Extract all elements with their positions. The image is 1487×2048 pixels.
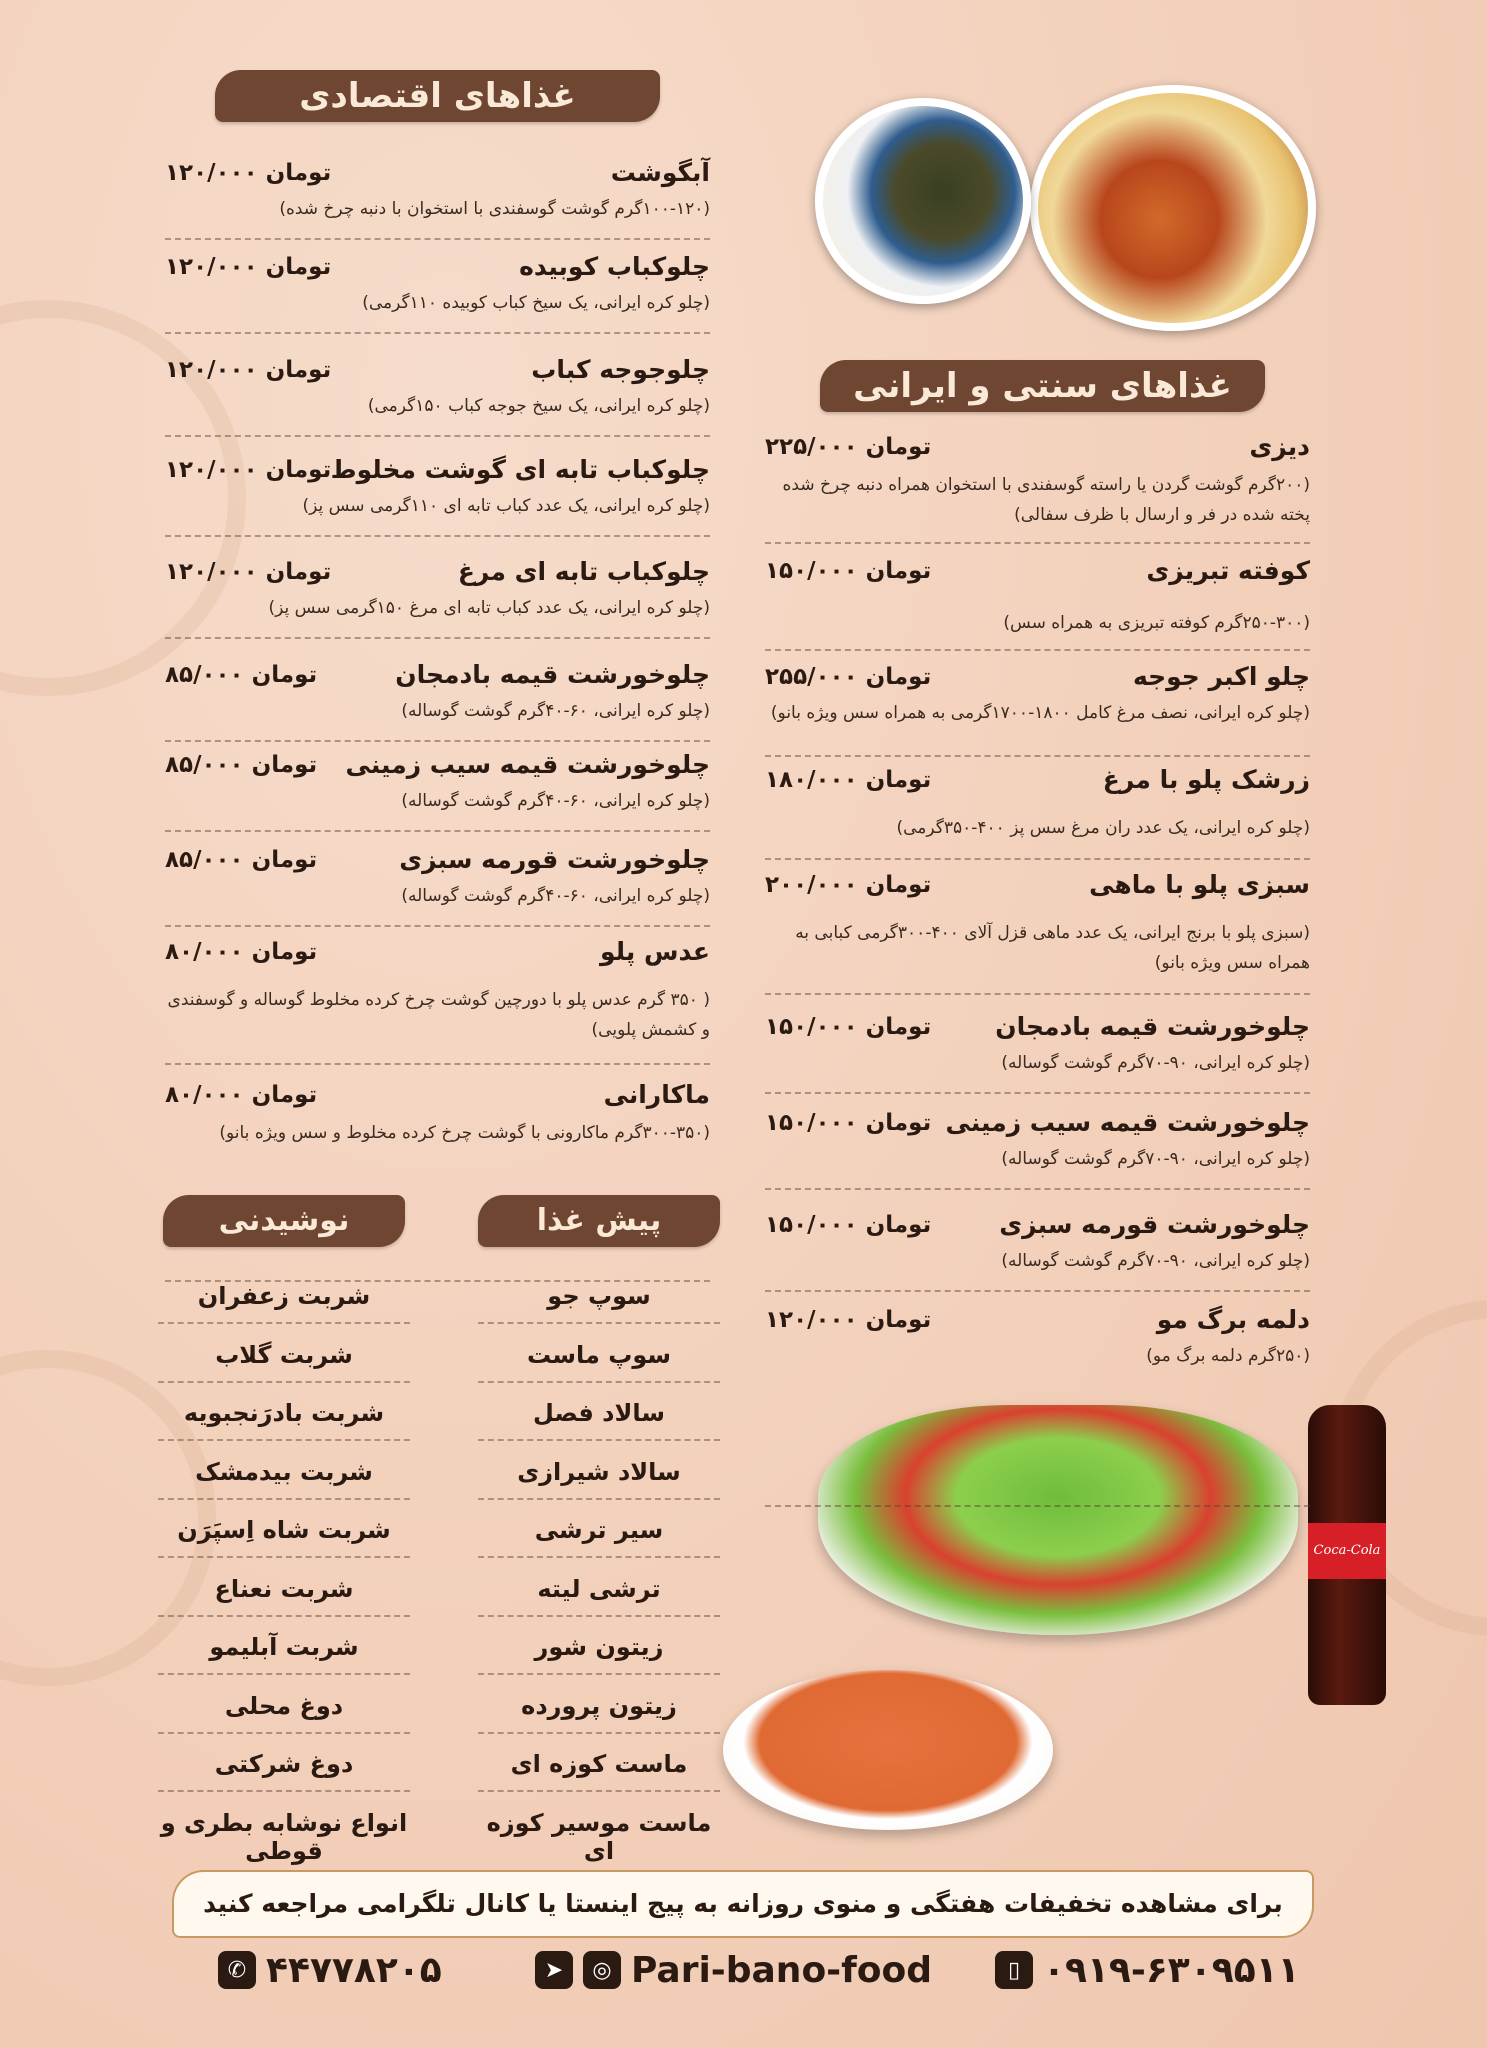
- item-label: شربت زعفران: [197, 1282, 371, 1310]
- traditional-item: [765, 662, 1310, 762]
- item-name: چلو اکبر جوجه: [1132, 662, 1310, 691]
- drinks-item: [158, 1692, 410, 1728]
- item-name: عدس پلو: [600, 937, 710, 966]
- economic-item: [165, 845, 710, 945]
- traditional-item: [765, 1305, 1310, 1405]
- item-label: زیتون پرورده: [521, 1691, 677, 1720]
- dashed-divider: [765, 542, 1310, 544]
- appetizers-item: [478, 1399, 720, 1435]
- traditional-item: [765, 765, 1310, 865]
- dashed-divider: [165, 238, 710, 240]
- item-price: ۲۵۵/۰۰۰ تومان: [765, 664, 932, 690]
- salad-bowl-photo: [818, 1405, 1298, 1635]
- drinks-item: [158, 1282, 410, 1318]
- social-handle: Pari-bano-food: [631, 1949, 933, 1991]
- drinks-item: [158, 1516, 410, 1552]
- economic-item: [165, 252, 710, 352]
- item-label: ماست موسیر کوزه ای: [486, 1808, 712, 1865]
- telegram-icon: ➤: [535, 1951, 573, 1989]
- item-name: چلوخورشت قیمه بادمجان: [995, 1012, 1310, 1041]
- item-description: ( ۳۵۰ گرم عدس پلو با دورچین گوشت چرخ کرده مخلوط گوساله و گوسفندی و کشمش پلویی): [167, 990, 710, 1040]
- item-label: شربت گلاب: [215, 1340, 353, 1369]
- dashed-divider: [478, 1556, 720, 1558]
- item-price: ۸۵/۰۰۰ تومان: [165, 847, 318, 873]
- dashed-divider: [165, 435, 710, 437]
- drinks-item: [158, 1808, 410, 1865]
- dashed-divider: [158, 1790, 410, 1792]
- item-name: چلوخورشت قیمه بادمجان: [395, 660, 710, 689]
- dashed-divider: [158, 1556, 410, 1558]
- dashed-divider: [765, 1290, 1310, 1292]
- item-price: ۱۲۰/۰۰۰ تومان: [165, 559, 332, 585]
- item-description: (۲۰۰گرم گوشت گردن یا راسته گوسفندی با استخوان همراه دنبه چرخ شده پخته شده در فر و ارسال با ظرف سفالی): [782, 475, 1310, 525]
- chicken-plate-photo: [1030, 85, 1316, 331]
- item-name: سبزی پلو با ماهی: [1089, 870, 1310, 899]
- phone-icon: ✆: [218, 1951, 256, 1989]
- item-description: (۱۰۰-۱۲۰گرم گوشت گوسفندی با استخوان با دنبه چرخ شده): [279, 199, 710, 219]
- item-description: (چلو کره ایرانی، یک سیخ کباب کوبیده ۱۱۰گرمی): [362, 293, 710, 313]
- dashed-divider: [765, 755, 1310, 757]
- stew-rice-photo: [815, 98, 1031, 304]
- item-description: (۳۰۰-۳۵۰گرم ماکارونی با گوشت چرخ کرده مخلوط و سس ویژه بانو): [219, 1123, 710, 1143]
- item-name: دیزی: [1249, 432, 1310, 461]
- dashed-divider: [478, 1381, 720, 1383]
- item-name: چلوجوجه کباب: [531, 355, 710, 384]
- item-name: چلوکباب کوبیده: [519, 252, 710, 281]
- dashed-divider: [765, 1188, 1310, 1190]
- cola-bottle-photo: [1308, 1405, 1386, 1705]
- item-description: (چلو کره ایرانی، ۶۰-۴۰گرم گوشت گوساله): [401, 886, 710, 906]
- drinks-item: [158, 1750, 410, 1786]
- item-price: ۱۸۰/۰۰۰ تومان: [765, 767, 932, 793]
- bottle-label: Coca-Cola: [1308, 1523, 1386, 1579]
- item-description: (چلو کره ایرانی، یک عدد کباب تابه ای ۱۱۰گرمی سس پز): [302, 496, 710, 516]
- traditional-header: غذاهای سنتی و ایرانی: [820, 360, 1265, 412]
- item-name: کوفته تبریزی: [1146, 556, 1310, 585]
- dashed-divider: [165, 637, 710, 639]
- item-description: (چلو کره ایرانی، ۶۰-۴۰گرم گوشت گوساله): [401, 791, 710, 811]
- item-price: ۱۲۰/۰۰۰ تومان: [765, 1307, 932, 1333]
- dashed-divider: [765, 858, 1310, 860]
- mobile-icon: ▯: [995, 1951, 1033, 1989]
- item-label: سالاد شیرازی: [517, 1457, 681, 1486]
- mobile-contact[interactable]: [995, 1945, 1300, 1995]
- drinks-item: [158, 1633, 410, 1669]
- appetizers-item: [478, 1808, 720, 1865]
- item-label: انواع نوشابه بطری و قوطی: [160, 1808, 408, 1865]
- instagram-icon: ◎: [583, 1951, 621, 1989]
- item-label: ترشی لیته: [537, 1574, 661, 1603]
- appetizers-item: [478, 1341, 720, 1377]
- item-name: چلوخورشت قورمه سبزی: [399, 845, 710, 874]
- landline-number: ۴۴۷۷۸۲۰۵: [266, 1949, 442, 1991]
- item-label: شربت نعناع: [214, 1574, 354, 1603]
- item-label: شربت شاه اِسپَرَن: [177, 1516, 391, 1544]
- item-description: (۲۵۰-۳۰۰گرم کوفته تبریزی به همراه سس): [1003, 613, 1310, 633]
- item-price: ۲۰۰/۰۰۰ تومان: [765, 872, 932, 898]
- economic-item: [165, 355, 710, 455]
- economic-header: غذاهای اقتصادی: [215, 70, 660, 122]
- appetizers-item: [478, 1458, 720, 1494]
- item-price: ۱۲۰/۰۰۰ تومان: [165, 457, 332, 483]
- traditional-item: [765, 1210, 1310, 1310]
- traditional-item: [765, 432, 1310, 532]
- economic-item: [165, 1080, 710, 1180]
- dashed-divider: [765, 1092, 1310, 1094]
- economic-item: [165, 750, 710, 850]
- item-price: ۲۲۵/۰۰۰ تومان: [765, 434, 932, 460]
- appetizers-header: پیش غذا: [478, 1195, 720, 1247]
- dashed-divider: [765, 649, 1310, 651]
- dashed-divider: [765, 1505, 1310, 1507]
- item-name: دلمه برگ مو: [1156, 1305, 1310, 1334]
- traditional-item: [765, 870, 1310, 973]
- item-label: شربت آبلیمو: [209, 1633, 359, 1661]
- item-name: چلوخورشت قورمه سبزی: [999, 1210, 1310, 1239]
- item-price: ۱۵۰/۰۰۰ تومان: [765, 1212, 932, 1238]
- economic-item: [165, 455, 710, 555]
- item-name: چلوخورشت قیمه سیب زمینی: [945, 1108, 1310, 1137]
- drinks-item: [158, 1341, 410, 1377]
- appetizers-item: [478, 1575, 720, 1611]
- item-price: ۸۰/۰۰۰ تومان: [165, 939, 318, 965]
- drinks-item: [158, 1575, 410, 1611]
- item-price: ۱۲۰/۰۰۰ تومان: [165, 357, 332, 383]
- dashed-divider: [158, 1498, 410, 1500]
- drinks-item: [158, 1458, 410, 1494]
- dashed-divider: [478, 1615, 720, 1617]
- dashed-divider: [165, 535, 710, 537]
- item-label: سیر ترشی: [534, 1516, 664, 1544]
- soup-bowl-photo: [723, 1670, 1053, 1830]
- item-price: ۸۵/۰۰۰ تومان: [165, 752, 318, 778]
- item-description: (چلو کره ایرانی، ۶۰-۴۰گرم گوشت گوساله): [401, 701, 710, 721]
- item-description: (چلو کره ایرانی، نصف مرغ کامل ۱۸۰۰-۱۷۰۰گرمی به همراه سس ویژه بانو): [770, 703, 1310, 723]
- item-description: (چلو کره ایرانی، ۹۰-۷۰گرم گوشت گوساله): [1001, 1251, 1310, 1271]
- dashed-divider: [165, 1063, 710, 1065]
- item-label: شربت بیدمشک: [195, 1457, 373, 1486]
- economic-item: [165, 158, 710, 258]
- item-price: ۱۲۰/۰۰۰ تومان: [165, 254, 332, 280]
- item-price: ۱۵۰/۰۰۰ تومان: [765, 558, 932, 584]
- item-name: زرشک پلو با مرغ: [1102, 765, 1310, 794]
- dashed-divider: [158, 1322, 410, 1324]
- economic-item: [165, 937, 710, 1040]
- dashed-divider: [158, 1439, 410, 1441]
- appetizers-item: [478, 1750, 720, 1786]
- social-contact[interactable]: [535, 1945, 932, 1995]
- item-description: (چلو کره ایرانی، یک سیخ جوجه کباب ۱۵۰گرمی): [367, 396, 710, 416]
- drinks-item: [158, 1399, 410, 1435]
- dashed-divider: [158, 1732, 410, 1734]
- economic-item: [165, 660, 710, 760]
- item-name: چلوکباب تابه ای گوشت مخلوط: [330, 455, 710, 484]
- item-label: ماست کوزه ای: [510, 1750, 688, 1778]
- item-description: (چلو کره ایرانی، یک عدد ران مرغ سس پز ۴۰۰-۳۵۰گرمی): [896, 818, 1310, 838]
- dashed-divider: [165, 925, 710, 927]
- dashed-divider: [765, 993, 1310, 995]
- appetizers-item: [478, 1516, 720, 1552]
- dashed-divider: [165, 332, 710, 334]
- dashed-divider: [478, 1732, 720, 1734]
- appetizers-item: [478, 1692, 720, 1728]
- dashed-divider: [478, 1439, 720, 1441]
- item-label: دوغ شرکتی: [214, 1750, 354, 1778]
- item-label: سوپ ماست: [527, 1340, 671, 1369]
- dashed-divider: [158, 1381, 410, 1383]
- appetizers-item: [478, 1282, 720, 1318]
- item-description: (چلو کره ایرانی، ۹۰-۷۰گرم گوشت گوساله): [1001, 1149, 1310, 1169]
- economic-item: [165, 557, 710, 657]
- landline-contact[interactable]: [218, 1945, 442, 1995]
- dashed-divider: [478, 1790, 720, 1792]
- item-name: چلوکباب تابه ای مرغ: [457, 557, 710, 586]
- item-description: (چلو کره ایرانی، یک عدد کباب تابه ای مرغ ۱۵۰گرمی سس پز): [268, 598, 710, 618]
- item-price: ۸۵/۰۰۰ تومان: [165, 662, 318, 688]
- appetizers-item: [478, 1633, 720, 1669]
- item-description: (سبزی پلو با برنج ایرانی، یک عدد ماهی قزل آلای ۴۰۰-۳۰۰گرمی کبابی به همراه سس ویژه بانو): [795, 923, 1310, 973]
- item-price: ۱۵۰/۰۰۰ تومان: [765, 1110, 932, 1136]
- item-name: ماکارانی: [603, 1080, 710, 1109]
- item-price: ۱۵۰/۰۰۰ تومان: [765, 1014, 932, 1040]
- item-name: آبگوشت: [610, 158, 710, 187]
- item-price: ۸۰/۰۰۰ تومان: [165, 1082, 318, 1108]
- dashed-divider: [158, 1615, 410, 1617]
- item-price: ۱۲۰/۰۰۰ تومان: [165, 160, 332, 186]
- item-label: سالاد فصل: [533, 1399, 665, 1427]
- dashed-divider: [478, 1322, 720, 1324]
- item-description: (چلو کره ایرانی، ۹۰-۷۰گرم گوشت گوساله): [1001, 1053, 1310, 1073]
- mobile-number: ۰۹۱۹-۶۳۰۹۵۱۱: [1043, 1949, 1300, 1991]
- item-name: چلوخورشت قیمه سیب زمینی: [345, 750, 710, 779]
- dashed-divider: [478, 1498, 720, 1500]
- promo-banner: برای مشاهده تخفیفات هفتگی و منوی روزانه به پیج اینستا یا کانال تلگرامی مراجعه کنید: [172, 1870, 1314, 1938]
- item-label: دوغ محلی: [224, 1691, 344, 1720]
- item-label: زیتون شور: [534, 1633, 664, 1661]
- dashed-divider: [478, 1673, 720, 1675]
- dashed-divider: [165, 830, 710, 832]
- dashed-divider: [165, 740, 710, 742]
- traditional-item: [765, 1108, 1310, 1208]
- item-label: سوپ جو: [547, 1282, 651, 1310]
- traditional-item: [765, 556, 1310, 656]
- dashed-divider: [158, 1673, 410, 1675]
- item-description: (۲۵۰گرم دلمه برگ مو): [1146, 1346, 1310, 1366]
- item-label: شربت بادرَنجبویه: [183, 1399, 385, 1427]
- drinks-header: نوشیدنی: [163, 1195, 405, 1247]
- traditional-item: [765, 1012, 1310, 1112]
